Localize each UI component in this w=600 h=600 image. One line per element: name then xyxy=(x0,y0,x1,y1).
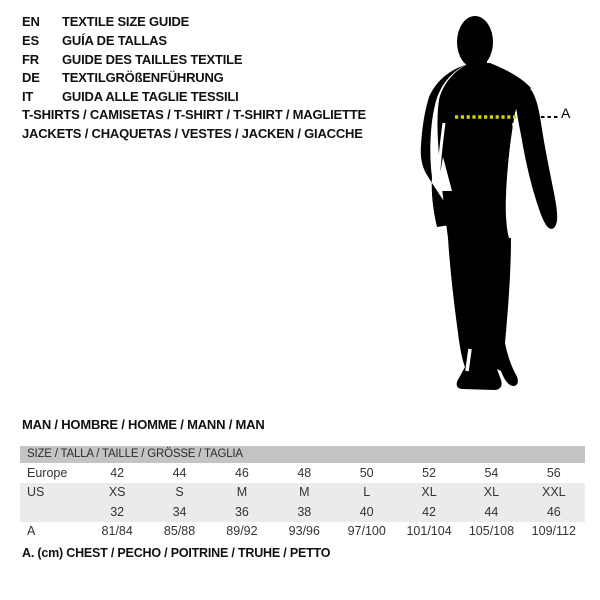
language-list xyxy=(22,13,242,107)
table-cell: 46 xyxy=(546,504,561,519)
table-cell: 109/112 xyxy=(531,524,576,539)
language-code: IT xyxy=(22,89,34,105)
category-lines xyxy=(22,106,366,143)
table-cell: M xyxy=(299,485,310,500)
table-cell: 34 xyxy=(172,504,187,519)
row-label: Europe xyxy=(27,465,68,480)
table-cell: XS xyxy=(108,485,126,500)
table-cell: 101/104 xyxy=(406,524,452,539)
language-label: GUIDE DES TAILLES TEXTILE xyxy=(62,51,243,67)
language-code: ES xyxy=(22,32,39,48)
table-cell: L xyxy=(363,485,371,500)
table-cell: 52 xyxy=(422,465,437,480)
table-cell: XXL xyxy=(541,485,566,500)
category-tshirts: T-SHIRTS / CAMISETAS / T-SHIRT / T-SHIRT / MAGLIETTE xyxy=(22,107,366,122)
table-row-us-numeric xyxy=(20,502,585,522)
table-cell: 44 xyxy=(484,504,499,519)
language-row-fr xyxy=(22,51,242,70)
measurement-footnote: A. (cm) CHEST / PECHO / POITRINE / TRUHE / PETTO xyxy=(22,546,331,560)
table-cell: 97/100 xyxy=(347,524,386,539)
silhouette-body xyxy=(421,16,557,390)
language-label: GUÍA DE TALLAS xyxy=(62,32,167,48)
man-silhouette-figure xyxy=(395,5,580,395)
language-label: TEXTILE SIZE GUIDE xyxy=(62,14,190,29)
size-table-header: SIZE / TALLA / TAILLE / GRÖSSE / TAGLIA xyxy=(20,446,585,463)
measure-label-a: A xyxy=(561,105,571,121)
category-jackets: JACKETS / CHAQUETAS / VESTES / JACKEN / GIACCHE xyxy=(22,125,363,141)
table-cell: 81/84 xyxy=(101,524,133,539)
language-code: FR xyxy=(22,51,39,67)
table-cell: 85/88 xyxy=(163,524,196,539)
man-silhouette-svg xyxy=(395,5,580,395)
size-table xyxy=(20,446,585,541)
table-cell: 50 xyxy=(359,465,374,480)
table-cell: 89/92 xyxy=(226,524,258,539)
table-cell: 56 xyxy=(546,465,561,480)
table-cell: 93/96 xyxy=(288,524,320,539)
table-cell: 38 xyxy=(297,504,312,519)
table-cell: 40 xyxy=(359,504,374,519)
language-row-es xyxy=(22,32,242,51)
table-cell: 105/108 xyxy=(468,524,515,539)
row-label: US xyxy=(27,485,45,500)
section-heading-man: MAN / HOMBRE / HOMME / MANN / MAN xyxy=(22,417,265,432)
language-label: GUIDA ALLE TAGLIE TESSILI xyxy=(62,89,239,105)
language-row-de xyxy=(22,69,242,88)
table-cell: XL xyxy=(421,485,437,500)
table-cell: 46 xyxy=(234,465,249,480)
table-row-us xyxy=(20,483,585,503)
table-cell: 42 xyxy=(110,465,125,480)
table-cell: 44 xyxy=(172,465,187,480)
table-cell: M xyxy=(236,485,248,500)
row-label: A xyxy=(27,524,36,539)
table-cell: 48 xyxy=(297,465,312,480)
table-cell: 32 xyxy=(110,504,125,519)
table-row-chest-cm xyxy=(20,522,585,542)
language-row-en xyxy=(22,13,242,32)
table-cell: 36 xyxy=(234,504,249,519)
table-row-europe xyxy=(20,463,585,483)
table-cell: XL xyxy=(483,485,500,500)
language-code: EN xyxy=(22,14,40,29)
language-label: TEXTILGRÖßENFÜHRUNG xyxy=(62,70,224,86)
table-cell: 42 xyxy=(422,504,437,519)
table-cell: 54 xyxy=(484,465,499,480)
language-row-it xyxy=(22,88,242,107)
table-cell: S xyxy=(175,485,184,500)
language-code: DE xyxy=(22,70,40,86)
